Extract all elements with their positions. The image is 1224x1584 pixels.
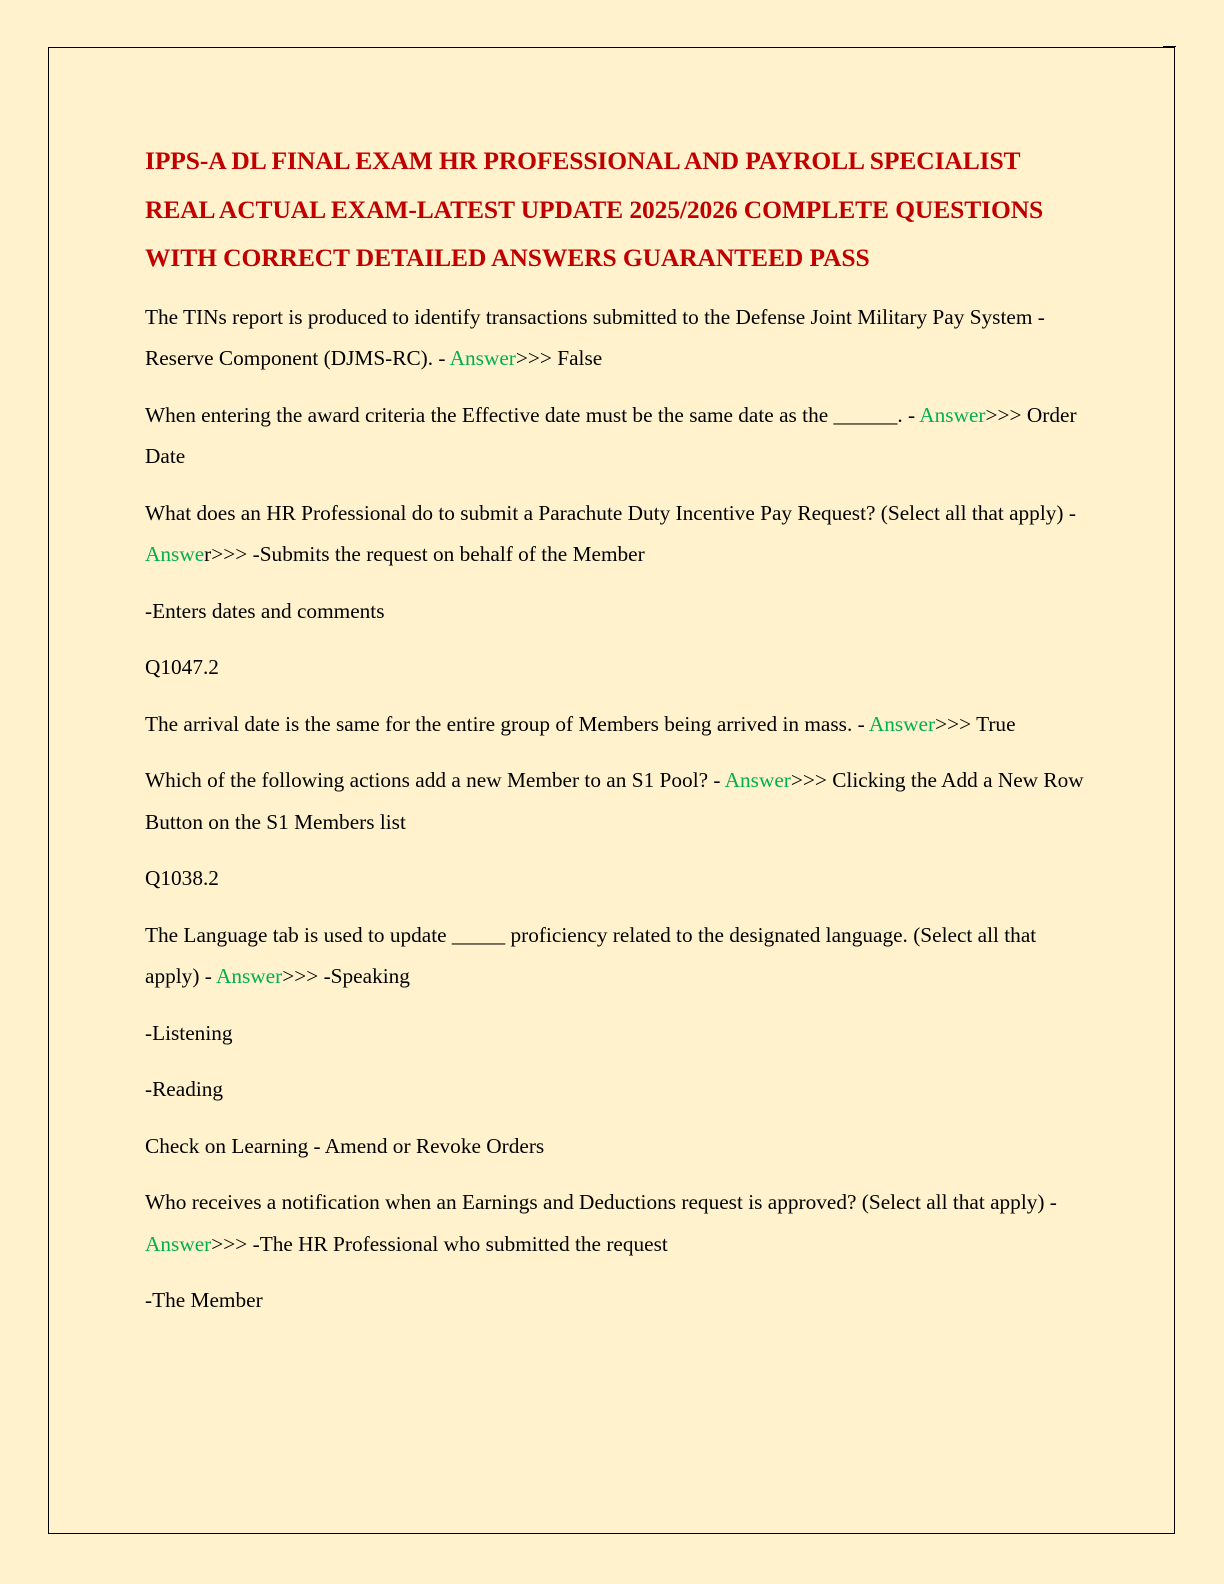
answer-label-tail: r xyxy=(204,542,212,566)
answer-label: Answer xyxy=(919,402,986,427)
question-text: The TINs report is produced to identify transactions submitted to the Defense Joint Military Pay System - Reserve Component (DJMS-RC). - xyxy=(145,304,1045,370)
qa-item xyxy=(145,297,1090,380)
section-heading: Check on Learning - Amend or Revoke Orders xyxy=(145,1133,545,1158)
answer-text: >>> -The HR Professional who submitted the request xyxy=(211,1231,668,1256)
answer-label: Answer xyxy=(215,964,283,988)
answer-label: Answer xyxy=(449,346,516,370)
question-text: Which of the following actions add a new Member to an S1 Pool? - xyxy=(145,768,725,792)
qa-item xyxy=(145,395,1090,478)
answer-text: >>> -Submits the request on behalf of the Member xyxy=(211,542,645,566)
qa-item xyxy=(145,915,1090,998)
qa-item xyxy=(145,1182,1090,1265)
answer-continuation: -Listening xyxy=(145,1020,233,1045)
page-border-corner xyxy=(1163,46,1176,47)
document-body xyxy=(145,137,1090,1337)
answer-continuation: -Enters dates and comments xyxy=(145,598,385,623)
answer-label: Answe xyxy=(145,542,205,566)
question-id: Q1047.2 xyxy=(145,655,219,679)
answer-continuation: -The Member xyxy=(145,1288,263,1312)
answer-label: Answer xyxy=(868,711,936,736)
question-text: What does an HR Professional do to submit a Parachute Duty Incentive Pay Request? (Select all that apply) - xyxy=(145,500,1076,525)
question-text: When entering the award criteria the Effective date must be the same date as the ______. - xyxy=(145,402,920,427)
answer-continuation: -Reading xyxy=(145,1077,224,1101)
question-text: The arrival date is the same for the entire group of Members being arrived in mass. - xyxy=(145,711,869,736)
qa-item xyxy=(145,493,1090,576)
question-text: Who receives a notification when an Earnings and Deductions request is approved? (Select all that apply) - xyxy=(145,1190,1057,1214)
answer-text: >>> Order Date xyxy=(145,402,1077,468)
answer-text: >>> Clicking the Add a New Row Button on the S1 Members list xyxy=(145,768,1084,834)
answer-label: Answer xyxy=(145,1231,212,1256)
qa-item xyxy=(145,760,1090,843)
document-title: IPPS-A DL FINAL EXAM HR PROFESSIONAL AND PAYROLL SPECIALIST REAL ACTUAL EXAM-LATEST UPDATE 2025/2026 COMPLETE QUESTIONS WITH CORRECT DETAILED ANSWERS GUARANTEED PASS xyxy=(145,146,1044,272)
answer-text: >>> True xyxy=(935,711,1016,736)
qa-item xyxy=(145,704,1090,746)
answer-label: Answer xyxy=(724,768,791,792)
answer-text: >>> False xyxy=(515,346,603,370)
question-text: The Language tab is used to update _____ proficiency related to the designated language. (Select all that apply) - xyxy=(145,922,1037,988)
answer-text: >>> -Speaking xyxy=(282,964,410,988)
question-id: Q1038.2 xyxy=(145,866,219,890)
